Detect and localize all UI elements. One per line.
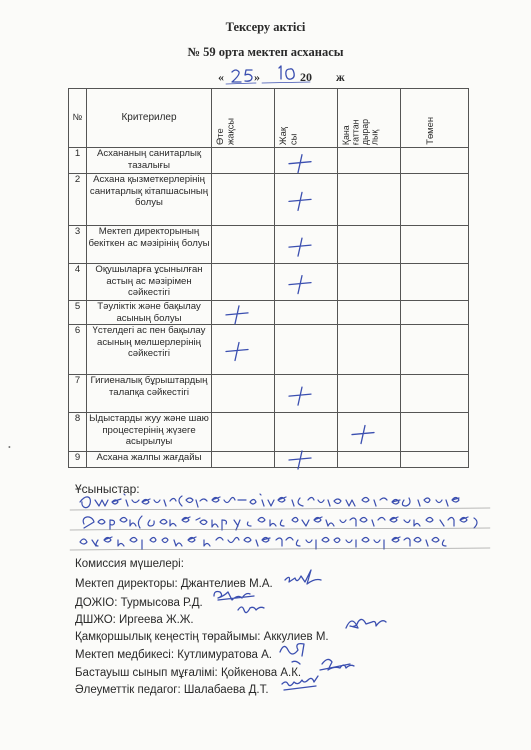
rating-cell-col4	[401, 413, 469, 452]
document-title: Тексеру актісі	[225, 20, 306, 34]
rating-cell-col2	[275, 413, 338, 452]
rating-cell-col4	[401, 174, 469, 226]
rating-cell-col4	[401, 148, 469, 174]
date-suffix: ж	[336, 70, 345, 84]
signature-trustee	[346, 619, 386, 628]
table-row	[69, 174, 469, 226]
table-row	[69, 301, 469, 325]
row-number: 6	[69, 325, 87, 375]
table-row	[69, 264, 469, 301]
handwritten-plus-mark	[275, 174, 315, 204]
signature-nurse	[280, 644, 304, 664]
criterion-text: Асхана жалпы жағдайы	[87, 452, 212, 468]
rating-cell-col2	[275, 226, 338, 264]
signature-dshzho	[238, 607, 264, 613]
handwritten-plus-mark	[275, 264, 315, 294]
handwritten-plus-mark	[275, 375, 315, 405]
criteria-table	[68, 88, 469, 468]
commission-member: Әлеуметтік педагог: Шалабаева Д.Т.	[75, 684, 269, 696]
header-excellent: Өте жақсы	[212, 89, 275, 148]
criterion-text: Үстелдегі ас пен бақылау асының мөлшерлерінің сәйкестігі	[87, 325, 212, 375]
header-satisfactory: Қана ғаттан дырар лық	[338, 89, 401, 148]
header-criteria: Критерилер	[87, 89, 212, 148]
criterion-text: Гигиеналық бұрыштардың талапқа сәйкестігі	[87, 375, 212, 413]
rating-cell-col1	[212, 413, 275, 452]
row-number: 4	[69, 264, 87, 301]
date-open-quote: «	[218, 70, 224, 84]
criterion-text: Мектеп директорының бекіткен ас мәзірінің болуы	[87, 226, 212, 264]
rating-cell-col4	[401, 325, 469, 375]
row-number: 3	[69, 226, 87, 264]
handwritten-plus-mark	[338, 413, 378, 443]
rating-cell-col4	[401, 301, 469, 325]
rating-cell-col2	[275, 301, 338, 325]
rating-cell-col1	[212, 148, 275, 174]
commission-member: Мектеп медбикесі: Кутлимуратова А.	[75, 649, 273, 661]
row-number: 9	[69, 452, 87, 468]
rating-cell-col4	[401, 375, 469, 413]
criterion-text: Асхана қызметкерлерінің санитарлық кітапшасының болуы	[87, 174, 212, 226]
handwritten-plus-mark	[275, 226, 315, 256]
rating-cell-col3	[338, 148, 401, 174]
rating-cell-col2	[275, 264, 338, 301]
signature-teacher	[320, 659, 354, 670]
handwritten-plus-mark	[212, 325, 252, 355]
rating-cell-col2	[275, 148, 338, 174]
rating-cell-col1	[212, 264, 275, 301]
header-good: Жақ сы	[275, 89, 338, 148]
table-row	[69, 375, 469, 413]
rating-cell-col3	[338, 325, 401, 375]
row-number: 5	[69, 301, 87, 325]
rating-cell-col1	[212, 174, 275, 226]
criterion-text: Оқушыларға ұсынылған астың ас мәзірімен сәйкестігі	[87, 264, 212, 301]
table-row	[69, 148, 469, 174]
commission-member: Бастауыш сынып мұғалімі: Қойкенова А.К.	[75, 667, 302, 679]
rating-cell-col2	[275, 174, 338, 226]
rating-cell-col2	[275, 375, 338, 413]
rating-cell-col3	[338, 452, 401, 468]
canteen-subtitle: № 59 орта мектеп асханасы	[187, 45, 344, 59]
criterion-text: Асхананың санитарлық тазалығы	[87, 148, 212, 174]
criterion-text: Ыдыстарды жуу және шаю процестерінің жүзеге асырылуы	[87, 413, 212, 452]
commission-member: Мектеп директоры: Джантелиев М.А.	[75, 578, 273, 590]
rating-cell-col4	[401, 452, 469, 468]
rating-cell-col4	[401, 226, 469, 264]
margin-dot: •	[8, 443, 11, 452]
rating-cell-col4	[401, 264, 469, 301]
rating-cell-col1	[212, 452, 275, 468]
commission-member: ДШЖО: Иргеева Ж.Ж.	[75, 614, 194, 626]
rating-cell-col3	[338, 375, 401, 413]
row-number: 7	[69, 375, 87, 413]
rating-cell-col2	[275, 452, 338, 468]
rating-cell-col2	[275, 325, 338, 375]
rating-cell-col1	[212, 226, 275, 264]
criterion-text: Тәуліктік және бақылау асының болуы	[87, 301, 212, 325]
rating-cell-col3	[338, 413, 401, 452]
rating-cell-col1	[212, 325, 275, 375]
row-number: 8	[69, 413, 87, 452]
handwritten-recommendation	[70, 494, 490, 550]
signature-director	[285, 570, 321, 584]
rating-cell-col1	[212, 375, 275, 413]
rating-cell-col1	[212, 301, 275, 325]
rating-cell-col3	[338, 226, 401, 264]
handwritten-plus-mark	[275, 452, 315, 482]
header-num: №	[69, 89, 87, 148]
date-line	[218, 70, 345, 85]
commission-member: Қамқоршылық кеңестің төрайымы: Аккулиев М.	[75, 631, 329, 643]
rating-cell-col3	[338, 264, 401, 301]
row-number: 1	[69, 148, 87, 174]
table-row	[69, 452, 469, 468]
recommendations-label: Ұсыныстар:	[75, 482, 140, 496]
table-row	[69, 413, 469, 452]
commission-heading: Комиссия мүшелері:	[75, 558, 184, 570]
row-number: 2	[69, 174, 87, 226]
table-row	[69, 325, 469, 375]
date-close-quote: »	[254, 70, 260, 84]
rating-cell-col3	[338, 174, 401, 226]
commission-member: ДОЖІО: Турмысова Р.Д.	[75, 597, 203, 609]
rating-cell-col3	[338, 301, 401, 325]
date-year: 20	[300, 70, 312, 84]
table-row	[69, 226, 469, 264]
table-header-row	[69, 89, 469, 148]
header-low: Төмен	[401, 89, 469, 148]
signature-dozhio	[214, 592, 254, 601]
